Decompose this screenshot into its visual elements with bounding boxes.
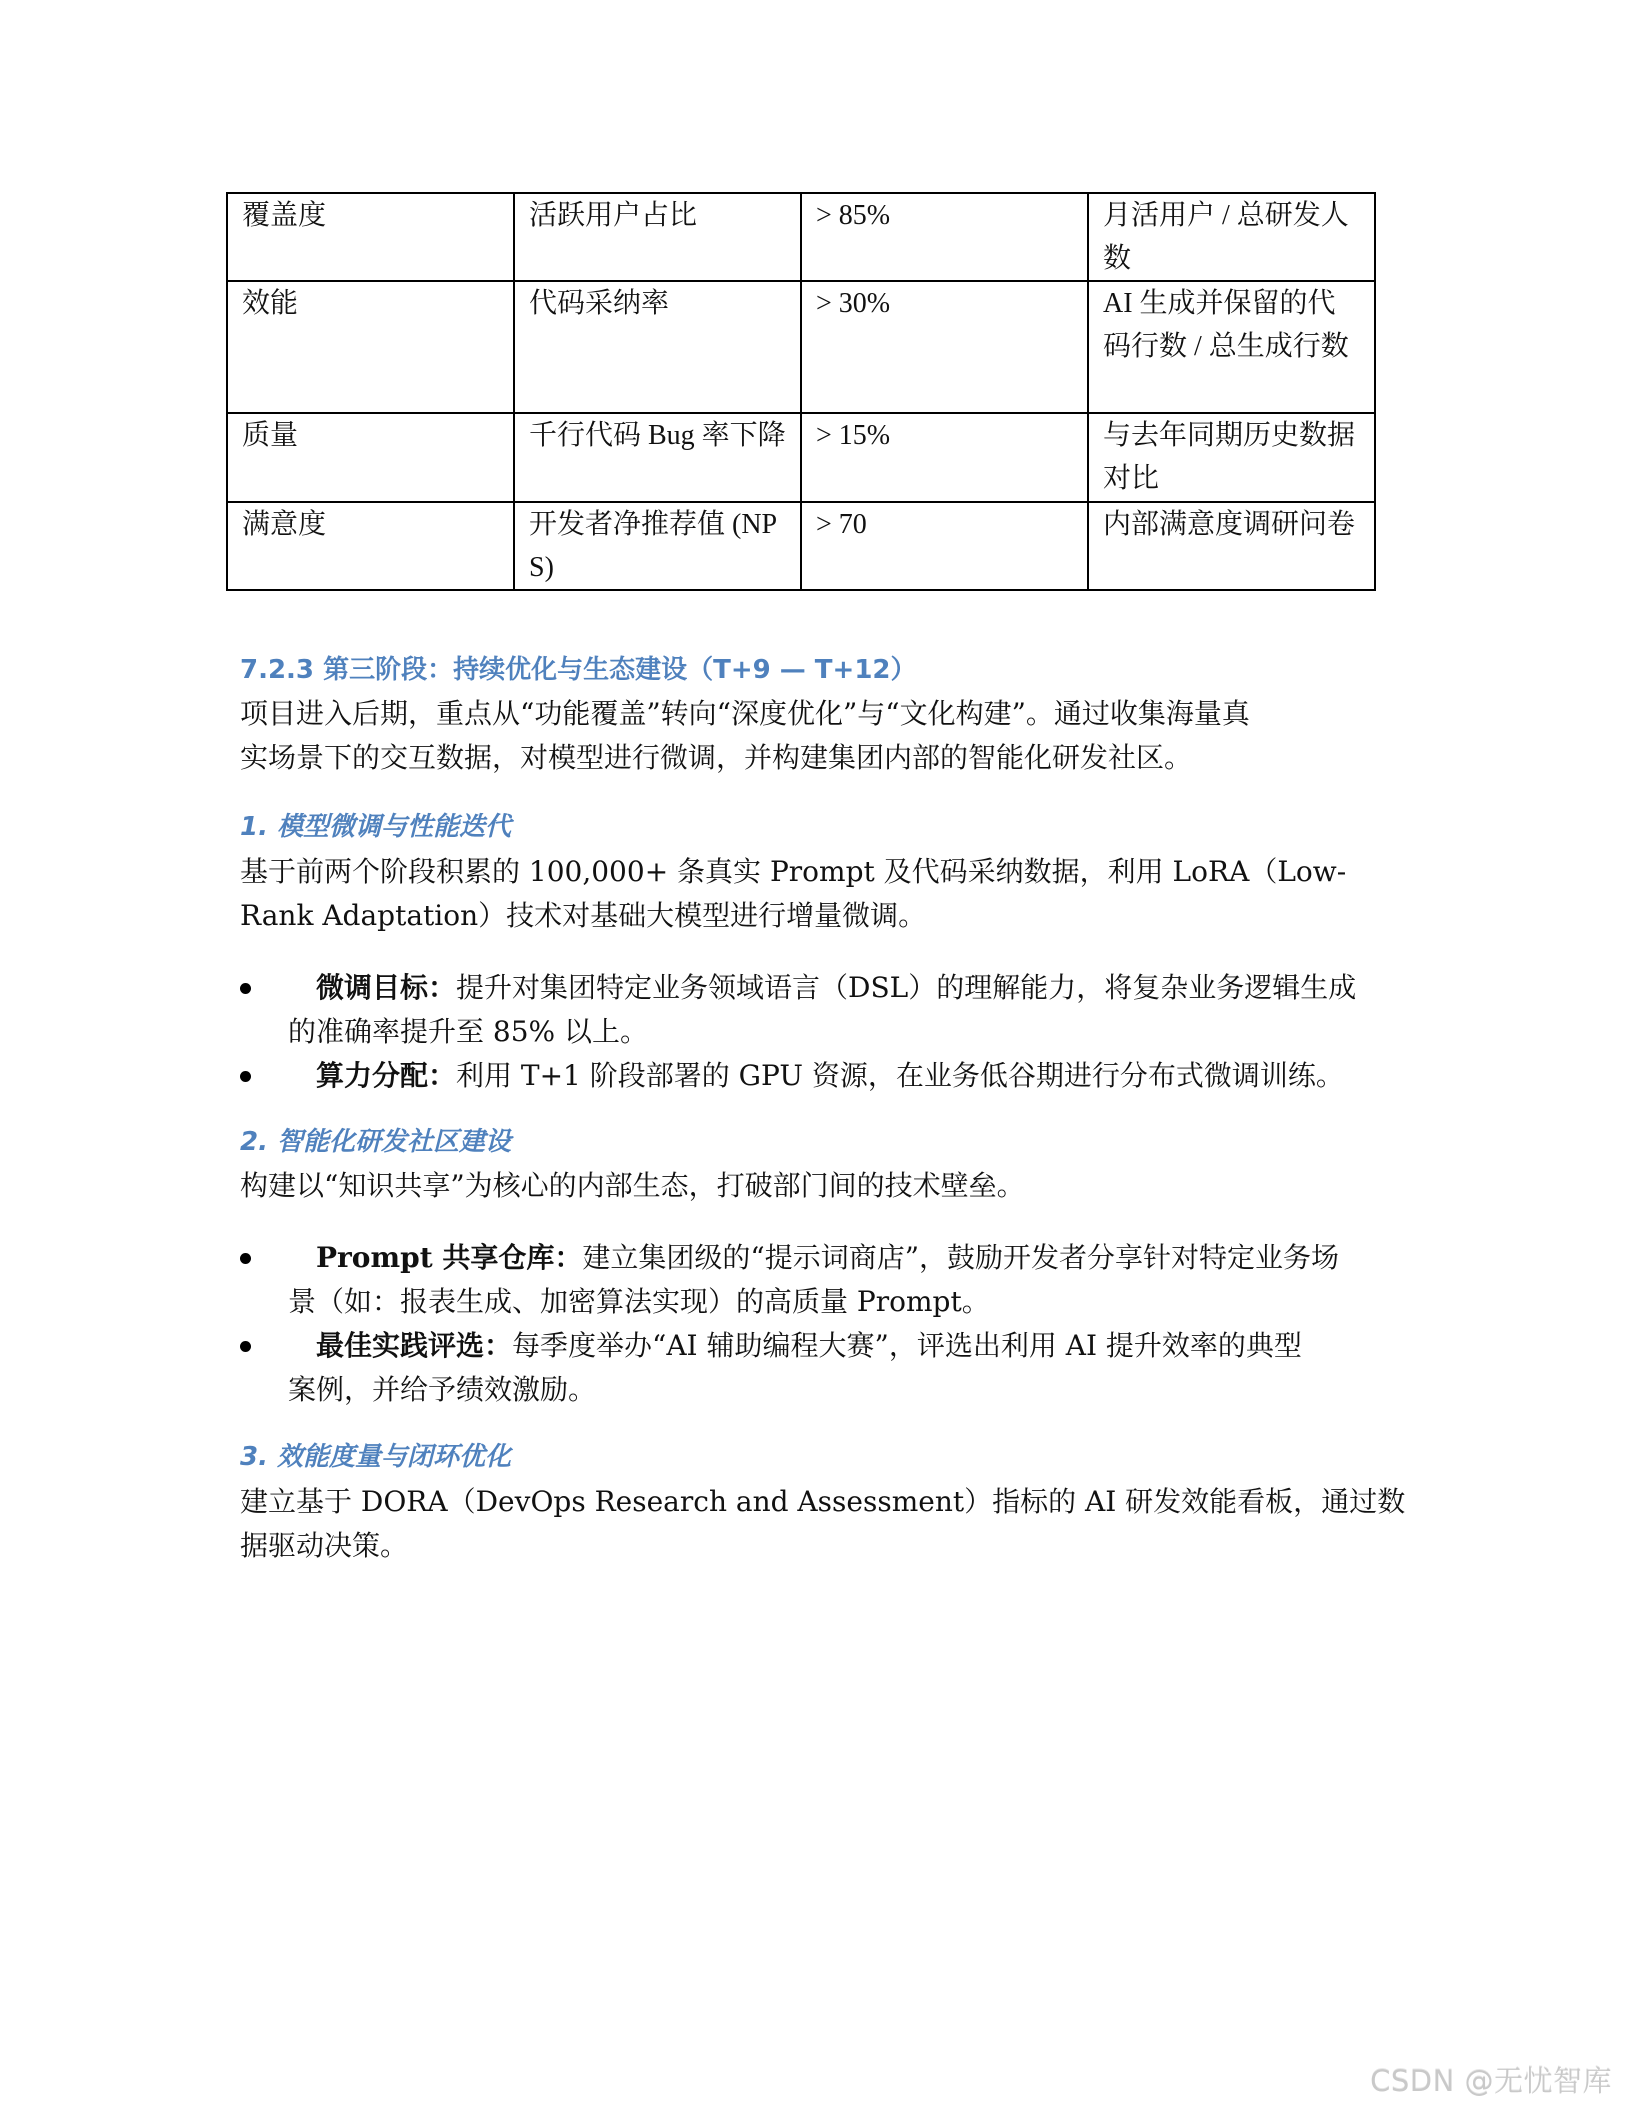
bullet-label: 算力分配： bbox=[316, 1059, 457, 1092]
table-row bbox=[227, 281, 1375, 413]
cell-dimension: 满意度 bbox=[227, 502, 514, 590]
intro-line: 项目进入后期，重点从“功能覆盖”转向“深度优化”与“文化构建”。通过收集海量真 bbox=[240, 697, 1250, 730]
bullet-label: 最佳实践评选： bbox=[316, 1329, 513, 1362]
bullet-icon bbox=[240, 966, 260, 1010]
bullet-label: Prompt 共享仓库： bbox=[316, 1241, 583, 1274]
bullet-text: 利用 T+1 阶段部署的 GPU 资源，在业务低谷期进行分布式微调训练。 bbox=[456, 1059, 1344, 1092]
cell-target: > 30% bbox=[801, 281, 1088, 413]
bullet-text: 建立集团级的“提示词商店”，鼓励开发者分享针对特定业务场 bbox=[582, 1241, 1340, 1274]
bullet-icon bbox=[240, 1236, 260, 1280]
cell-metric: 活跃用户占比 bbox=[514, 193, 801, 281]
table-row bbox=[227, 413, 1375, 502]
cell-method: 内部满意度调研问卷 bbox=[1088, 502, 1375, 590]
body-line: 基于前两个阶段积累的 100,000+ 条真实 Prompt 及代码采纳数据，利用 LoRA（Low- bbox=[240, 855, 1347, 888]
section-heading bbox=[240, 650, 917, 690]
bullet-icon bbox=[240, 1324, 260, 1368]
bullet-text: 提升对集团特定业务领域语言（DSL）的理解能力，将复杂业务逻辑生成 bbox=[456, 971, 1357, 1004]
table-row bbox=[227, 502, 1375, 590]
metrics-table bbox=[226, 192, 1376, 591]
bullet-list bbox=[240, 966, 1390, 1098]
cell-target: > 70 bbox=[801, 502, 1088, 590]
bullet-icon bbox=[240, 1054, 260, 1098]
section-intro bbox=[240, 692, 1390, 780]
cell-method: 与去年同期历史数据对比 bbox=[1088, 413, 1375, 502]
cell-method: AI 生成并保留的代码行数 / 总生成行数 bbox=[1088, 281, 1375, 413]
subsection-body bbox=[240, 1164, 1390, 1208]
cell-dimension: 效能 bbox=[227, 281, 514, 413]
cell-dimension: 质量 bbox=[227, 413, 514, 502]
cell-dimension: 覆盖度 bbox=[227, 193, 514, 281]
list-item bbox=[240, 1236, 1390, 1324]
cell-target: > 85% bbox=[801, 193, 1088, 281]
section-number: 7.2.3 bbox=[240, 655, 315, 685]
bullet-text: 景（如：报表生成、加密算法实现）的高质量 Prompt。 bbox=[288, 1285, 990, 1318]
cell-metric: 开发者净推荐值 (NPS) bbox=[514, 502, 801, 590]
bullet-text: 案例，并给予绩效激励。 bbox=[288, 1373, 597, 1406]
csdn-watermark: CSDN @无忧智库 bbox=[1370, 2064, 1612, 2098]
intro-line: 实场景下的交互数据，对模型进行微调，并构建集团内部的智能化研发社区。 bbox=[240, 741, 1193, 774]
body-line: Rank Adaptation）技术对基础大模型进行增量微调。 bbox=[240, 899, 927, 932]
subsection-title-metrics-loop: 3. 效能度量与闭环优化 bbox=[240, 1442, 512, 1472]
bullet-text: 的准确率提升至 85% 以上。 bbox=[288, 1015, 649, 1048]
subsection-title-model-finetune: 1. 模型微调与性能迭代 bbox=[240, 812, 512, 842]
body-line: 构建以“知识共享”为核心的内部生态，打破部门间的技术壁垒。 bbox=[240, 1169, 1025, 1202]
list-item bbox=[240, 1054, 1390, 1098]
list-item bbox=[240, 1324, 1390, 1412]
bullet-text: 每季度举办“AI 辅助编程大赛”，评选出利用 AI 提升效率的典型 bbox=[512, 1329, 1302, 1362]
cell-metric: 代码采纳率 bbox=[514, 281, 801, 413]
section-title: 第三阶段：持续优化与生态建设（T+9 — T+12） bbox=[323, 655, 917, 685]
body-line: 建立基于 DORA（DevOps Research and Assessment）指标的 AI 研发效能看板，通过数 bbox=[240, 1485, 1406, 1518]
bullet-list bbox=[240, 1236, 1390, 1412]
table-row bbox=[227, 193, 1375, 281]
bullet-label: 微调目标： bbox=[316, 971, 457, 1004]
list-item bbox=[240, 966, 1390, 1054]
subsection-body bbox=[240, 1480, 1406, 1568]
subsection-body bbox=[240, 850, 1390, 938]
subsection-title-community: 2. 智能化研发社区建设 bbox=[240, 1127, 512, 1157]
cell-method: 月活用户 / 总研发人数 bbox=[1088, 193, 1375, 281]
cell-target: > 15% bbox=[801, 413, 1088, 502]
cell-metric: 千行代码 Bug 率下降 bbox=[514, 413, 801, 502]
body-line: 据驱动决策。 bbox=[240, 1529, 409, 1562]
